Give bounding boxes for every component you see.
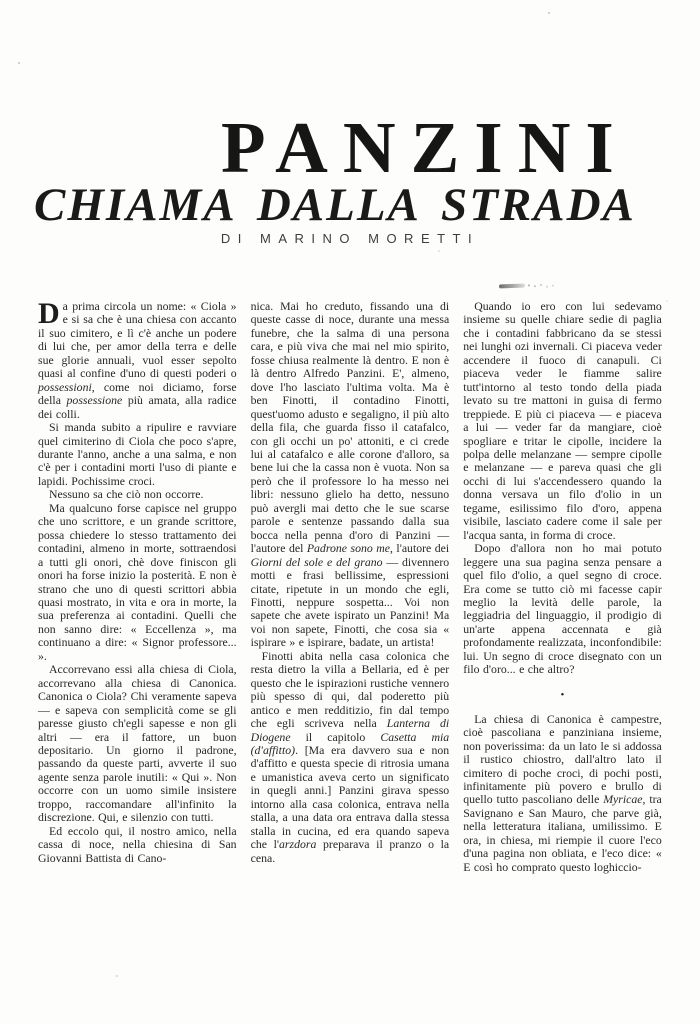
italic-text: Myricae: [603, 792, 643, 807]
paragraph: [251, 300, 450, 650]
paragraph: [38, 297, 237, 421]
body-text: , tra Savignano e San Mauro, che parve già, nella letteratura italiana, umilissimo. E ora, in chiesa, mi riempie il cuore l'eco d'una pagina non obliata, e l'eco dice: « E così ho comprato questo loghiccio-: [463, 792, 662, 874]
body-text: nica. Mai ho creduto, fissando una di queste casse di noce, durante una messa funebre, che la salma di una persona cara, e più viva che mai nel mio spirito, fosse chiusa realmente là dentro. E non è là dentro Alfredo Panzini. E', almeno, dove l'ho lasciato l'ultima volta. Ma è ben Finotti, il contadino Finotti, quest'uomo adusto e segaligno, il più alto della fila, che guarda fisso il catafalco, con gli occhi un po' attoniti, e ci crede lui al catafalco e alle corone d'alloro, sa bene lui che la cassa non è vuota. Non sa però che il professore lo ha messo nei libri: nessuno glielo ha detto, nessuno può avergli mai detto che le sue scarse parole e sentenze passando dalla sua bocca nella penna d'oro di Panzini — l'autore del: [250, 299, 450, 556]
body-text: Si manda subito a ripulire e ravviare quel cimiterino di Ciola che poco s'apre, durante l'anno, anche a una salma, e non c'è per i contadini morti l'uso di piante e lapidi. Pochissime croci.: [38, 420, 237, 488]
body-text: . [Ma era davvero sua e non d'affitto e questa specie di ritrosia umana e umanistica aveva certo un significato in quegli anni.] Panzini girava spesso intorno alla casa colonica, entrava nella stalla, a una data ora entrava dalla stessa stalla in cucina, ed era quando sapeva che l': [250, 742, 450, 852]
paragraph: [38, 825, 237, 865]
paragraph: [38, 488, 237, 501]
section-separator-dot: •: [560, 688, 565, 701]
drop-cap: D: [38, 297, 60, 330]
text-columns: [38, 297, 662, 874]
paragraph: [38, 663, 237, 824]
italic-text: Giorni del sole e del grano: [250, 554, 383, 569]
body-text: Finotti abita nella casa colonica che resta dietro la villa a Bellaria, ed è per questo che le ispirazioni rustiche vennero più spesso di qui, dal poderetto più antico e men redditizio, fin dal tempo che egli scriveva nella: [250, 648, 450, 731]
author-byline: DI MARINO MORETTI: [220, 231, 480, 246]
italic-text: possessioni: [38, 379, 92, 394]
paragraph: [463, 713, 662, 874]
page-title: PANZINI: [221, 106, 629, 188]
body-text: preparava il pranzo o la cena.: [250, 837, 450, 865]
paragraph: [463, 300, 662, 542]
column-1: [38, 297, 237, 874]
italic-text: possessione: [66, 393, 123, 408]
body-text: La chiesa di Canonica è campestre, cioè pascoliana e panziniana insieme, non poverissima: da un lato le si addossa il rustico chiostro, dall'altro lato il cimitero di poche croci, di pochi posti, infinitamente più povero e brullo di quello tutto pascoliano delle: [463, 711, 662, 807]
paragraph: [463, 542, 662, 677]
ink-smudge-mark: [499, 284, 525, 289]
body-text: — divennero motti e frasi bellissime, espressioni citate, ripetute in un mondo che egli, Finotti, neppure sospetta... Voi non sapete che avete ispirato un Panzini! Ma voi non sapete, Finotti, che cosa sia « ispirare » e ispirare, badate, un artista!: [250, 554, 450, 650]
italic-text: Padrone sono me: [306, 541, 390, 556]
scan-speck-artifacts: [0, 0, 2, 2]
italic-text: Casetta mia (d'affitto): [250, 729, 450, 757]
body-text: Quando io ero con lui sedevamo insieme su quelle chiare sedie di paglia che i contadini fabbricano da se stessi nei lunghi ozi invernali. Ci piaceva veder accendere il fuoco di canapuli. Ci piaceva veder le fiamme salire tutt'intorno al testo tondo della piada levato su tre mattoni in guisa di fermo treppiede. E più ci piaceva — e piaceva a lui — veder far da mangiare, cioè spogliare e tritar le cipolle, incidere la polpa delle melanzane — sempre cipolle e melanzane — e pareva quasi che gli occhi di lui s'accendessero quando la donna versava un filo d'olio in un tegame, esilissimo filo d'oro, appena visibile, lasciato cadere come il sale per l'acqua santa, in forma di croce.: [463, 299, 662, 542]
body-text: , come noi diciamo, forse della: [38, 379, 237, 408]
body-text: a prima circola un nome: « Ciola » e si sa che è una chiesa con accanto il suo cimitero, e lì c'è anche un podere di lui che, per amor della terra e delle sue glorie annuali, vuol esser sepolto quasi al confine d'uno di questi poderi o: [38, 299, 237, 381]
body-text: il capitolo: [290, 729, 381, 744]
body-text: più amata, alla radice dei colli.: [38, 393, 237, 421]
body-text: Accorrevano essi alla chiesa di Ciola, accorrevano alla chiesa di Canonica. Canonica o Ciola? Chi veramente sapeva — e sapeva con semplicità come se gli paresse giusto ch'egli sapesse e non gli altri — era il fattore, un buon depositario. Un giorno il padrone, passando da queste parti, avverte il suo agente senza parole inutili: « Qui ». Non occorre con un uomo simile insistere troppo, raccomandare all'infinito la discrezione. Qui, e silenzio con tutti.: [38, 662, 237, 825]
paragraph: [38, 502, 237, 663]
italic-text: arzdora: [279, 837, 317, 852]
paragraph: [251, 650, 450, 865]
body-text: Nessuno sa che ciò non occorre.: [49, 487, 204, 502]
body-text: , l'autore dei: [390, 541, 450, 556]
column-2: [251, 300, 450, 874]
page-subtitle: CHIAMA DALLA STRADA: [34, 179, 636, 231]
body-text: Ed eccolo qui, il nostro amico, nella cassa di noce, nella chiesina di San Giovanni Battista di Cano-: [38, 823, 237, 865]
paragraph: [38, 421, 237, 488]
column-3: [463, 300, 662, 874]
body-text: Ma qualcuno forse capisce nel gruppo che uno scrittore, e un grande scrittore, possa chiedere lo stesso trattamento dei contadini, almeno in morte, sottraendosi a tutti gli onori, chè dove finiscon gli onori ha forse inizio la posterità. E non è strano che uno di questi scrittori abbia quasi mostrato, in vita e ora in morte, la sua preferenza ai contadini. Quelli che non sanno dire: « Eccellenza », ma continuano a dire: « Signor professore... ».: [38, 500, 237, 663]
italic-text: Lanterna di Diogene: [250, 716, 450, 744]
body-text: Dopo d'allora non ho mai potuto leggere una sua pagina senza pensare a quel filo d'olio, a quel segno di croce. Era come se tutto ciò mi facesse capir meglio la levità delle parole, la leggiadria del linguaggio, il prodigio di un'arte appena accennata e già profondamente realizzata, inconfondibile: lui. Un segno di croce disegnato con un filo d'oro... e che altro?: [463, 541, 662, 677]
